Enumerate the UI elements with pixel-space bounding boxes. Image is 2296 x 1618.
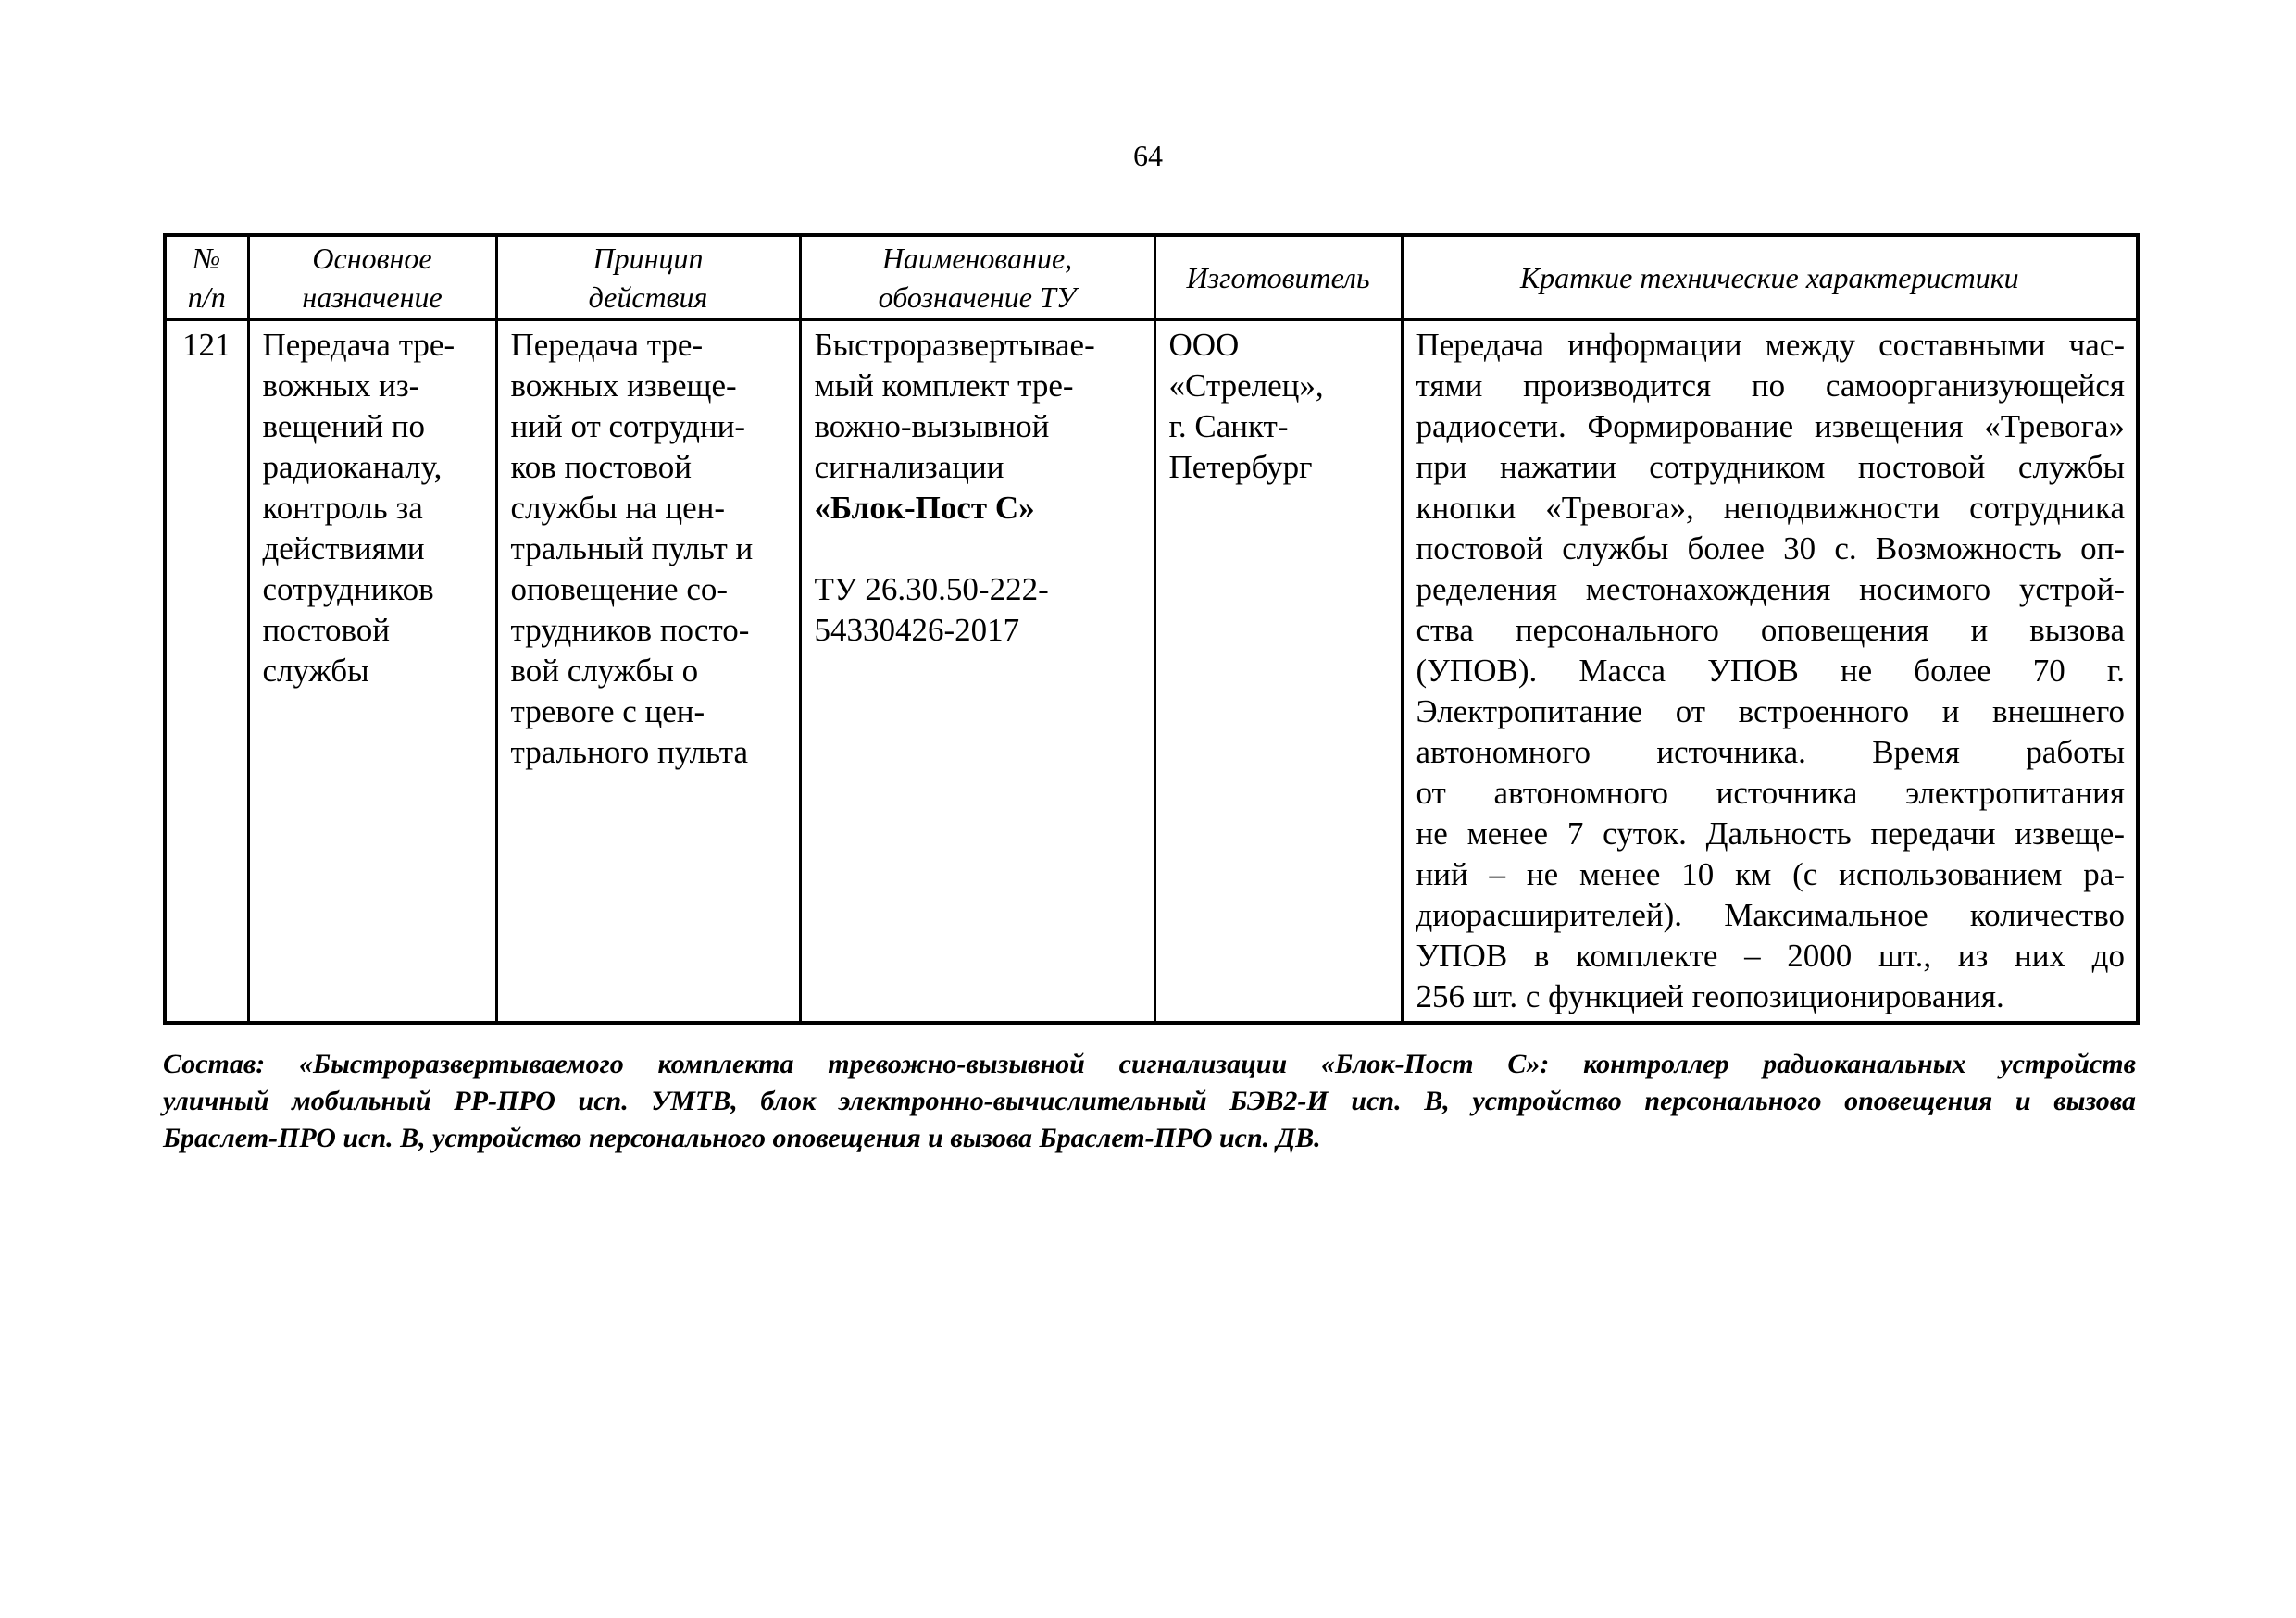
purpose-line: радиоканалу, (262, 449, 443, 485)
composition-line: Состав: «Быстроразвертываемого комплекта тревожно-вызывной сигнализации «Блок-Пост С»: контроллер радиоканальных устройств (163, 1049, 2136, 1079)
specs-line: от автономного источника электропитания (1416, 775, 2125, 811)
principle-line: трудников посто- (510, 612, 750, 648)
composition-note (163, 1046, 2136, 1157)
principle-line: трального пульта (510, 734, 749, 770)
composition-line: Браслет-ПРО исп. В, устройство персонального оповещения и вызова Браслет-ПРО исп. ДВ. (163, 1123, 1321, 1153)
header-manufacturer: Изготовитель (1154, 235, 1402, 320)
purpose-line: контроль за (262, 490, 423, 526)
principle-line: вой службы о (510, 653, 699, 689)
purpose-line: действиями (262, 530, 425, 566)
specs-line: диорасширителей). Максимальное количество (1416, 897, 2125, 933)
name-line: мый комплект тре- (814, 367, 1074, 404)
principle-line: ний от сотрудни- (510, 408, 746, 444)
table-header-row (165, 235, 2138, 320)
specs-line: автономного источника. Время работы (1416, 734, 2125, 770)
header-name-line2: обозначение ТУ (878, 280, 1077, 314)
specs-line: ний – не менее 10 км (с использованием ра- (1416, 856, 2125, 892)
principle-line: тревоге с цен- (510, 693, 705, 729)
specs-line: Электропитание от встроенного и внешнего (1416, 693, 2125, 729)
manufacturer-line: Петербург (1168, 449, 1313, 485)
principle-line: службы на цен- (510, 490, 725, 526)
specs-line: Передача информации между составными час- (1416, 327, 2125, 363)
blank-line (815, 529, 1142, 569)
principle-line: Передача тре- (510, 327, 704, 363)
specs-line: УПОВ в комплекте – 2000 шт., из них до (1416, 938, 2125, 974)
manufacturer-line: «Стрелец», (1168, 367, 1324, 404)
header-purpose-line1: Основное (312, 242, 432, 275)
principle-line: тральный пульт и (510, 530, 754, 566)
specs-line: постовой службы более 30 с. Возможность оп- (1416, 530, 2125, 566)
specs-line: 256 шт. с функцией геопозиционирования. (1416, 978, 2004, 1014)
equipment-table (163, 233, 2140, 1025)
purpose-line: Передача тре- (262, 327, 455, 363)
name-line: сигнализации (814, 449, 1004, 485)
header-purpose-line2: назначение (302, 280, 443, 314)
specs-line: тями производится по самоорганизующейся (1416, 367, 2125, 404)
header-purpose (248, 235, 496, 320)
cell-purpose (248, 320, 496, 1024)
specs-line: не менее 7 суток. Дальность передачи извеще- (1416, 815, 2125, 852)
cell-num: 121 (165, 320, 248, 1024)
name-line: Быстроразвертывае- (814, 327, 1095, 363)
specs-line: при нажатии сотрудником постовой службы (1416, 449, 2125, 485)
tu-line: 54330426-2017 (814, 612, 1020, 648)
cell-manufacturer (1154, 320, 1402, 1024)
page-number: 64 (1133, 139, 1163, 172)
cell-name (800, 320, 1154, 1024)
table-row (165, 320, 2138, 1024)
cell-specs (1402, 320, 2138, 1024)
principle-line: ков постовой (510, 449, 692, 485)
composition-line: уличный мобильный РР-ПРО исп. УМТВ, блок электронно-вычислительный БЭВ2-И исп. В, устройство персонального оповещения и вызова (163, 1086, 2136, 1116)
principle-line: оповещение со- (510, 571, 729, 607)
header-num-line2: п/п (187, 280, 226, 314)
header-name (800, 235, 1154, 320)
specs-line: кнопки «Тревога», неподвижности сотрудника (1416, 490, 2125, 526)
manufacturer-line: ООО (1168, 327, 1240, 363)
header-name-line1: Наименование, (881, 242, 1073, 275)
cell-principle (496, 320, 800, 1024)
header-principle-line2: действия (588, 280, 708, 314)
tu-line: ТУ 26.30.50-222- (814, 571, 1049, 607)
product-name: «Блок-Пост С» (814, 490, 1035, 526)
purpose-line: вещений по (262, 408, 426, 444)
manufacturer-line: г. Санкт- (1168, 408, 1289, 444)
purpose-line: сотрудников (262, 571, 434, 607)
purpose-line: службы (262, 653, 369, 689)
header-principle-line1: Принцип (593, 242, 704, 275)
header-specs: Краткие технические характеристики (1402, 235, 2138, 320)
purpose-line: вожных из- (262, 367, 420, 404)
specs-line: (УПОВ). Масса УПОВ не более 70 г. (1416, 653, 2125, 689)
header-num-line1: № (193, 242, 221, 275)
specs-line: радиосети. Формирование извещения «Тревога» (1416, 408, 2125, 444)
header-principle (496, 235, 800, 320)
header-num (165, 235, 248, 320)
purpose-line: постовой (262, 612, 390, 648)
principle-line: вожных извеще- (510, 367, 737, 404)
name-line: вожно-вызывной (814, 408, 1050, 444)
specs-line: ределения местонахождения носимого устрой- (1416, 571, 2125, 607)
specs-line: ства персонального оповещения и вызова (1416, 612, 2125, 648)
